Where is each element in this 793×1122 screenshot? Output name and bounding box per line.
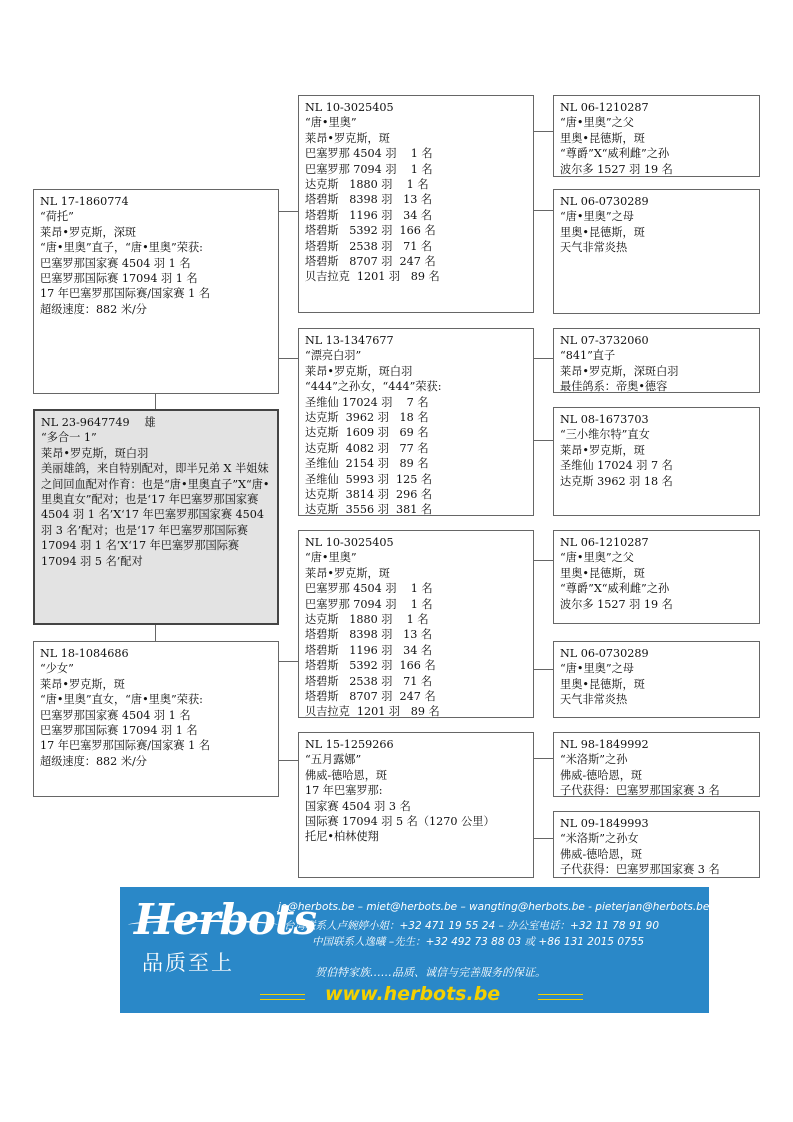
pedigree-line: 达克斯 4082 羽 77 名 bbox=[305, 441, 429, 455]
pedigree-line: 贝吉拉克 1201 羽 89 名 bbox=[305, 705, 440, 719]
pedigree-line: “三小维尔特”直女 bbox=[560, 428, 650, 442]
pedigree-line: 圣维仙 17024 羽 7 名 bbox=[305, 395, 429, 409]
pedigree-line: 达克斯 3962 羽 18 名 bbox=[560, 474, 673, 488]
pedigree-line: “唐•里奥” bbox=[305, 551, 357, 565]
pedigree-line: 达克斯 1880 羽 1 名 bbox=[305, 613, 429, 627]
pedigree-line: 17 年巴塞罗那: bbox=[305, 784, 383, 798]
pedigree-line: 塔碧斯 5392 羽 166 名 bbox=[305, 659, 436, 673]
pedigree-line: 里奥•昆德斯，斑 bbox=[560, 677, 645, 691]
pedigree-line: “841”直子 bbox=[560, 349, 616, 363]
connector bbox=[534, 560, 553, 561]
pedigree-line: 里奥•昆德斯，斑 bbox=[560, 225, 645, 239]
dam-sire-box bbox=[298, 530, 534, 718]
dam-box bbox=[33, 641, 279, 797]
pedigree-line: 莱昂•罗克斯，斑 bbox=[305, 566, 390, 580]
pedigree-line: “五月露娜” bbox=[305, 753, 362, 767]
pedigree-line: NL 09-1849993 bbox=[560, 817, 649, 830]
pedigree-line: NL 06-1210287 bbox=[560, 536, 649, 549]
ssd-box bbox=[553, 189, 760, 314]
pedigree-line: 最佳鸽系：帝奥•德容 bbox=[560, 380, 668, 394]
pedigree-line: 巴塞罗那国家赛 4504 羽 1 名 bbox=[40, 256, 191, 270]
pedigree-line: 子代获得：巴塞罗那国家赛 3 名 bbox=[560, 863, 720, 877]
pedigree-line: 波尔多 1527 羽 19 名 bbox=[560, 597, 673, 611]
pedigree-line: 塔碧斯 1196 羽 34 名 bbox=[305, 208, 433, 222]
pedigree-line: “唐•里奥”之母 bbox=[560, 662, 634, 676]
connector bbox=[534, 440, 553, 441]
pedigree-line: 巴塞罗那 7094 羽 1 名 bbox=[305, 162, 433, 176]
sdd-box bbox=[553, 407, 760, 516]
connector bbox=[534, 838, 553, 839]
pedigree-line: “唐•里奥”直子，“唐•里奥”荣获: bbox=[40, 241, 203, 255]
connector bbox=[155, 625, 156, 641]
pedigree-line: 佛威-德哈恩，斑 bbox=[560, 847, 643, 861]
pedigree-line: “唐•里奥”直女，“唐•里奥”荣获: bbox=[40, 693, 203, 707]
pedigree-line: 17 年巴塞罗那国际赛/国家赛 1 名 bbox=[40, 739, 211, 753]
ddd-box bbox=[553, 811, 760, 878]
pedigree-line: 莱昂•罗克斯，斑 bbox=[305, 131, 390, 145]
pedigree-line: 里奥•昆德斯，斑 bbox=[560, 566, 645, 580]
connector bbox=[279, 211, 298, 212]
pedigree-line: NL 06-0730289 bbox=[560, 647, 649, 660]
pedigree-line: 子代获得：巴塞罗那国家赛 3 名 bbox=[560, 784, 720, 798]
dsd-box bbox=[553, 641, 760, 718]
pedigree-line: NL 13-1347677 bbox=[305, 334, 394, 347]
pedigree-line: 塔碧斯 2538 羽 71 名 bbox=[305, 674, 433, 688]
sds-box bbox=[553, 328, 760, 393]
contact-taiwan: 台湾联系人卢婉婷小姐：+32 471 19 55 24 – 办公室电话：+32 11 78 91 90 bbox=[284, 920, 660, 932]
pedigree-line: NL 07-3732060 bbox=[560, 334, 649, 347]
subject-box bbox=[33, 409, 279, 625]
pedigree-line: 达克斯 1609 羽 69 名 bbox=[305, 426, 429, 440]
pedigree-line: 巴塞罗那 7094 羽 1 名 bbox=[305, 597, 433, 611]
pedigree-line: 莱昂•罗克斯，深斑 bbox=[40, 225, 137, 239]
connector bbox=[534, 210, 553, 211]
pedigree-line: “多合一 1” bbox=[41, 431, 97, 445]
pedigree-line: NL 15-1259266 bbox=[305, 738, 394, 751]
pedigree-line: 托尼•柏林使翔 bbox=[305, 830, 379, 844]
pedigree-line: 巴塞罗那国际赛 17094 羽 1 名 bbox=[40, 272, 198, 286]
pedigree-line: NL 98-1849992 bbox=[560, 738, 649, 751]
sire-dam-box bbox=[298, 328, 534, 516]
herbots-logo: Herbots bbox=[134, 895, 316, 944]
pedigree-line: “唐•里奥” bbox=[305, 116, 357, 130]
sss-box bbox=[553, 95, 760, 177]
connector bbox=[534, 669, 553, 670]
pedigree-line: 天气非常炎热 bbox=[560, 241, 628, 255]
pedigree-line: 塔碧斯 8707 羽 247 名 bbox=[305, 255, 436, 269]
pedigree-line: NL 23-9647749 雄 bbox=[41, 416, 156, 429]
pedigree-line: “荷托” bbox=[40, 210, 74, 224]
dam-dam-box bbox=[298, 732, 534, 878]
pedigree-line: 达克斯 1880 羽 1 名 bbox=[305, 178, 429, 192]
pedigree-line: NL 06-0730289 bbox=[560, 195, 649, 208]
dds-box bbox=[553, 732, 760, 797]
pedigree-line: “444”之孙女，“444”荣获: bbox=[305, 380, 442, 394]
sire-sire-box bbox=[298, 95, 534, 313]
website-dash-left bbox=[260, 994, 305, 1000]
contact-emails[interactable]: jo@herbots.be – miet@herbots.be – wangting@herbots.be - pieterjan@herbots.be bbox=[278, 901, 710, 913]
pedigree-line: “尊爵”X“威利雌”之孙 bbox=[560, 582, 670, 596]
pedigree-line: 佛威-德哈恩，斑 bbox=[560, 768, 643, 782]
pedigree-line: NL 10-3025405 bbox=[305, 536, 394, 549]
pedigree-line: 佛威-德哈恩，斑 bbox=[305, 768, 388, 782]
pedigree-line: 塔碧斯 8707 羽 247 名 bbox=[305, 690, 436, 704]
pedigree-line: 巴塞罗那国际赛 17094 羽 1 名 bbox=[40, 724, 198, 738]
pedigree-line: 国际赛 17094 羽 5 名（1270 公里） bbox=[305, 815, 495, 829]
motto: 品质至上 bbox=[142, 951, 234, 975]
herbots-banner bbox=[120, 887, 709, 1013]
pedigree-line: 超级速度：882 米/分 bbox=[40, 302, 147, 316]
contact-china: 中国联系人逸曦 –先生：+32 492 73 88 03 或 +86 131 2015 0755 bbox=[312, 936, 645, 948]
connector bbox=[534, 758, 553, 759]
pedigree-line: NL 08-1673703 bbox=[560, 413, 649, 426]
pedigree-line: 里奥•昆德斯，斑 bbox=[560, 131, 645, 145]
pedigree-line: “唐•里奥”之母 bbox=[560, 210, 634, 224]
pedigree-line: “漂亮白羽” bbox=[305, 349, 362, 363]
pedigree-line: 超级速度：882 米/分 bbox=[40, 754, 147, 768]
pedigree-line: 塔碧斯 5392 羽 166 名 bbox=[305, 224, 436, 238]
pedigree-line: “少女” bbox=[40, 662, 74, 676]
pedigree-line: 巴塞罗那 4504 羽 1 名 bbox=[305, 582, 433, 596]
connector bbox=[279, 661, 298, 662]
pedigree-line: 莱昂•罗克斯，斑白羽 bbox=[41, 446, 149, 460]
connector bbox=[279, 760, 298, 761]
pedigree-line: 巴塞罗那 4504 羽 1 名 bbox=[305, 147, 433, 161]
pedigree-line: “米洛斯”之孙女 bbox=[560, 832, 639, 846]
website-link[interactable]: www.herbots.be bbox=[325, 983, 501, 1005]
pedigree-line: 塔碧斯 1196 羽 34 名 bbox=[305, 643, 433, 657]
pedigree-line: NL 06-1210287 bbox=[560, 101, 649, 114]
pedigree-line: 贝吉拉克 1201 羽 89 名 bbox=[305, 270, 440, 284]
pedigree-line: 波尔多 1527 羽 19 名 bbox=[560, 162, 673, 176]
pedigree-line: 达克斯 3556 羽 381 名 bbox=[305, 503, 433, 517]
pedigree-line: NL 10-3025405 bbox=[305, 101, 394, 114]
dss-box bbox=[553, 530, 760, 624]
pedigree-line: 莱昂•罗克斯，斑 bbox=[560, 443, 645, 457]
pedigree-line: 巴塞罗那国家赛 4504 羽 1 名 bbox=[40, 708, 191, 722]
pedigree-line: “米洛斯”之孙 bbox=[560, 753, 628, 767]
slogan: 贺伯特家族……品质、诚信与完善服务的保证。 bbox=[315, 966, 546, 979]
pedigree-line: 圣维仙 2154 羽 89 名 bbox=[305, 457, 429, 471]
pedigree-line: 圣维仙 5993 羽 125 名 bbox=[305, 472, 433, 486]
sire-box bbox=[33, 189, 279, 394]
website-dash-right bbox=[538, 994, 583, 1000]
pedigree-line: “尊爵”X“威利雌”之孙 bbox=[560, 147, 670, 161]
pedigree-line: 达克斯 3814 羽 296 名 bbox=[305, 488, 433, 502]
pedigree-line: NL 17-1860774 bbox=[40, 195, 129, 208]
pedigree-line: “唐•里奥”之父 bbox=[560, 551, 634, 565]
connector bbox=[155, 394, 156, 409]
pedigree-line: 塔碧斯 2538 羽 71 名 bbox=[305, 239, 433, 253]
pedigree-description: 美丽雄鸽，来自特别配对，即半兄弟 X 半姐妹之间回血配对作育：也是“唐•里奥直子”X“唐•里奥直女”配对；也是‘17 年巴塞罗那国家赛 4504 羽 1 名’X‘17 年巴塞罗那国家赛 4504 羽 3 名’配对；也是‘17 年巴塞罗那国际赛 17094 羽 1 名’X‘17 年巴塞罗那国际赛 17094 羽 5 名’配对 bbox=[41, 462, 270, 568]
pedigree-line: 莱昂•罗克斯，斑白羽 bbox=[305, 364, 413, 378]
pedigree-line: 塔碧斯 8398 羽 13 名 bbox=[305, 193, 433, 207]
pedigree-line: “唐•里奥”之父 bbox=[560, 116, 634, 130]
pedigree-line: 天气非常炎热 bbox=[560, 693, 628, 707]
pedigree-line: 17 年巴塞罗那国际赛/国家赛 1 名 bbox=[40, 287, 211, 301]
logo-swoosh bbox=[128, 920, 278, 930]
pedigree-line: 圣维仙 17024 羽 7 名 bbox=[560, 459, 673, 473]
pedigree-line: 达克斯 3962 羽 18 名 bbox=[305, 411, 429, 425]
pedigree-line: 莱昂•罗克斯，斑 bbox=[40, 677, 125, 691]
connector bbox=[279, 358, 298, 359]
pedigree-line: NL 18-1084686 bbox=[40, 647, 129, 660]
connector bbox=[534, 131, 553, 132]
pedigree-line: 塔碧斯 8398 羽 13 名 bbox=[305, 628, 433, 642]
connector bbox=[534, 358, 553, 359]
pedigree-line: 莱昂•罗克斯，深斑白羽 bbox=[560, 364, 679, 378]
pedigree-line: 国家赛 4504 羽 3 名 bbox=[305, 799, 411, 813]
